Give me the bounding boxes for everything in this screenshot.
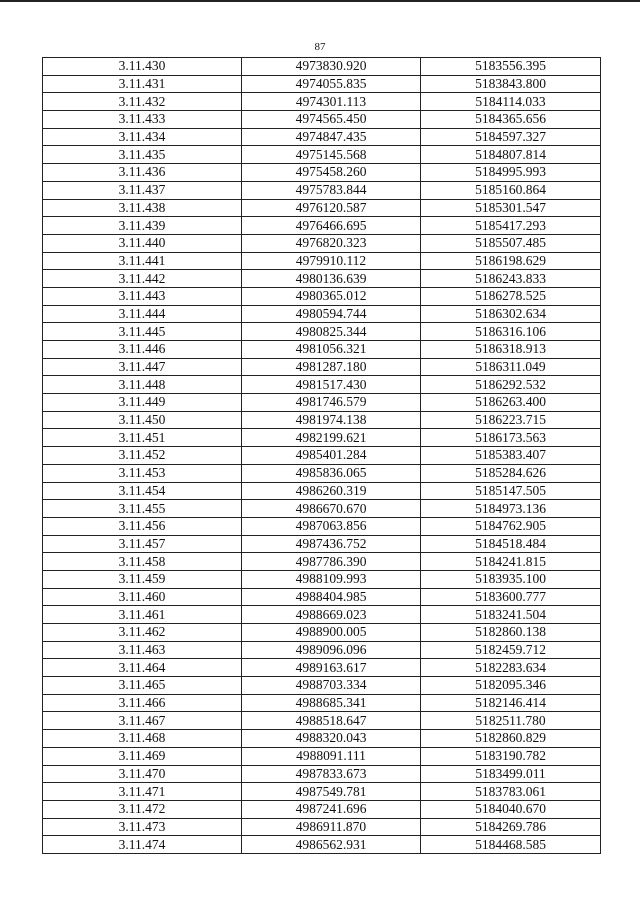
point-id-cell: 3.11.469 bbox=[43, 747, 242, 765]
table-row bbox=[43, 606, 601, 624]
y-coordinate-cell: 5182146.414 bbox=[421, 694, 601, 712]
point-id-cell: 3.11.471 bbox=[43, 783, 242, 801]
point-id-cell: 3.11.449 bbox=[43, 394, 242, 412]
x-coordinate-cell: 4980594.744 bbox=[242, 305, 421, 323]
table-row bbox=[43, 500, 601, 518]
point-id-cell: 3.11.445 bbox=[43, 323, 242, 341]
x-coordinate-cell: 4988900.005 bbox=[242, 624, 421, 642]
x-coordinate-cell: 4987549.781 bbox=[242, 783, 421, 801]
table-row bbox=[43, 93, 601, 111]
point-id-cell: 3.11.468 bbox=[43, 730, 242, 748]
table-row bbox=[43, 570, 601, 588]
table-row bbox=[43, 836, 601, 854]
y-coordinate-cell: 5184995.993 bbox=[421, 164, 601, 182]
point-id-cell: 3.11.435 bbox=[43, 146, 242, 164]
point-id-cell: 3.11.440 bbox=[43, 234, 242, 252]
x-coordinate-cell: 4987786.390 bbox=[242, 553, 421, 571]
table-row bbox=[43, 199, 601, 217]
table-row bbox=[43, 411, 601, 429]
point-id-cell: 3.11.454 bbox=[43, 482, 242, 500]
table-row bbox=[43, 783, 601, 801]
y-coordinate-cell: 5184269.786 bbox=[421, 818, 601, 836]
x-coordinate-cell: 4974847.435 bbox=[242, 128, 421, 146]
y-coordinate-cell: 5184365.656 bbox=[421, 111, 601, 129]
table-row bbox=[43, 818, 601, 836]
table-row bbox=[43, 712, 601, 730]
y-coordinate-cell: 5183600.777 bbox=[421, 588, 601, 606]
y-coordinate-cell: 5185160.864 bbox=[421, 181, 601, 199]
y-coordinate-cell: 5185284.626 bbox=[421, 464, 601, 482]
coordinates-table-body bbox=[43, 58, 601, 854]
y-coordinate-cell: 5183190.782 bbox=[421, 747, 601, 765]
y-coordinate-cell: 5186318.913 bbox=[421, 341, 601, 359]
y-coordinate-cell: 5182095.346 bbox=[421, 677, 601, 695]
table-row bbox=[43, 164, 601, 182]
table-row bbox=[43, 800, 601, 818]
point-id-cell: 3.11.461 bbox=[43, 606, 242, 624]
y-coordinate-cell: 5184807.814 bbox=[421, 146, 601, 164]
x-coordinate-cell: 4989163.617 bbox=[242, 659, 421, 677]
y-coordinate-cell: 5184241.815 bbox=[421, 553, 601, 571]
x-coordinate-cell: 4985836.065 bbox=[242, 464, 421, 482]
top-edge-rule bbox=[0, 0, 640, 2]
y-coordinate-cell: 5182860.829 bbox=[421, 730, 601, 748]
x-coordinate-cell: 4988685.341 bbox=[242, 694, 421, 712]
point-id-cell: 3.11.450 bbox=[43, 411, 242, 429]
point-id-cell: 3.11.434 bbox=[43, 128, 242, 146]
x-coordinate-cell: 4980825.344 bbox=[242, 323, 421, 341]
point-id-cell: 3.11.441 bbox=[43, 252, 242, 270]
x-coordinate-cell: 4975783.844 bbox=[242, 181, 421, 199]
table-row bbox=[43, 588, 601, 606]
y-coordinate-cell: 5184518.484 bbox=[421, 535, 601, 553]
y-coordinate-cell: 5186278.525 bbox=[421, 287, 601, 305]
point-id-cell: 3.11.438 bbox=[43, 199, 242, 217]
x-coordinate-cell: 4986562.931 bbox=[242, 836, 421, 854]
point-id-cell: 3.11.464 bbox=[43, 659, 242, 677]
point-id-cell: 3.11.439 bbox=[43, 217, 242, 235]
point-id-cell: 3.11.446 bbox=[43, 341, 242, 359]
table-row bbox=[43, 376, 601, 394]
x-coordinate-cell: 4985401.284 bbox=[242, 447, 421, 465]
x-coordinate-cell: 4989096.096 bbox=[242, 641, 421, 659]
point-id-cell: 3.11.431 bbox=[43, 75, 242, 93]
point-id-cell: 3.11.459 bbox=[43, 570, 242, 588]
y-coordinate-cell: 5183935.100 bbox=[421, 570, 601, 588]
table-row bbox=[43, 287, 601, 305]
table-row bbox=[43, 517, 601, 535]
x-coordinate-cell: 4980136.639 bbox=[242, 270, 421, 288]
y-coordinate-cell: 5182283.634 bbox=[421, 659, 601, 677]
point-id-cell: 3.11.467 bbox=[43, 712, 242, 730]
table-row bbox=[43, 341, 601, 359]
point-id-cell: 3.11.430 bbox=[43, 58, 242, 76]
page-number: 87 bbox=[314, 41, 326, 53]
y-coordinate-cell: 5184597.327 bbox=[421, 128, 601, 146]
x-coordinate-cell: 4975145.568 bbox=[242, 146, 421, 164]
y-coordinate-cell: 5183241.504 bbox=[421, 606, 601, 624]
x-coordinate-cell: 4988669.023 bbox=[242, 606, 421, 624]
table-row bbox=[43, 464, 601, 482]
x-coordinate-cell: 4979910.112 bbox=[242, 252, 421, 270]
y-coordinate-cell: 5186302.634 bbox=[421, 305, 601, 323]
table-row bbox=[43, 747, 601, 765]
point-id-cell: 3.11.453 bbox=[43, 464, 242, 482]
table-row bbox=[43, 305, 601, 323]
point-id-cell: 3.11.460 bbox=[43, 588, 242, 606]
table-row bbox=[43, 730, 601, 748]
x-coordinate-cell: 4975458.260 bbox=[242, 164, 421, 182]
x-coordinate-cell: 4976820.323 bbox=[242, 234, 421, 252]
point-id-cell: 3.11.463 bbox=[43, 641, 242, 659]
table-row bbox=[43, 270, 601, 288]
y-coordinate-cell: 5185417.293 bbox=[421, 217, 601, 235]
y-coordinate-cell: 5183843.800 bbox=[421, 75, 601, 93]
x-coordinate-cell: 4981287.180 bbox=[242, 358, 421, 376]
point-id-cell: 3.11.455 bbox=[43, 500, 242, 518]
x-coordinate-cell: 4981746.579 bbox=[242, 394, 421, 412]
point-id-cell: 3.11.470 bbox=[43, 765, 242, 783]
y-coordinate-cell: 5182459.712 bbox=[421, 641, 601, 659]
table-row bbox=[43, 447, 601, 465]
y-coordinate-cell: 5183499.011 bbox=[421, 765, 601, 783]
x-coordinate-cell: 4982199.621 bbox=[242, 429, 421, 447]
x-coordinate-cell: 4988109.993 bbox=[242, 570, 421, 588]
y-coordinate-cell: 5184040.670 bbox=[421, 800, 601, 818]
x-coordinate-cell: 4976466.695 bbox=[242, 217, 421, 235]
point-id-cell: 3.11.436 bbox=[43, 164, 242, 182]
table-row bbox=[43, 429, 601, 447]
x-coordinate-cell: 4980365.012 bbox=[242, 287, 421, 305]
y-coordinate-cell: 5183556.395 bbox=[421, 58, 601, 76]
x-coordinate-cell: 4987241.696 bbox=[242, 800, 421, 818]
point-id-cell: 3.11.457 bbox=[43, 535, 242, 553]
table-row bbox=[43, 641, 601, 659]
x-coordinate-cell: 4987063.856 bbox=[242, 517, 421, 535]
coordinates-table bbox=[42, 57, 601, 854]
x-coordinate-cell: 4988320.043 bbox=[242, 730, 421, 748]
x-coordinate-cell: 4981517.430 bbox=[242, 376, 421, 394]
x-coordinate-cell: 4974565.450 bbox=[242, 111, 421, 129]
x-coordinate-cell: 4987436.752 bbox=[242, 535, 421, 553]
x-coordinate-cell: 4973830.920 bbox=[242, 58, 421, 76]
x-coordinate-cell: 4981974.138 bbox=[242, 411, 421, 429]
x-coordinate-cell: 4976120.587 bbox=[242, 199, 421, 217]
y-coordinate-cell: 5186243.833 bbox=[421, 270, 601, 288]
y-coordinate-cell: 5186316.106 bbox=[421, 323, 601, 341]
table-row bbox=[43, 58, 601, 76]
point-id-cell: 3.11.452 bbox=[43, 447, 242, 465]
table-row bbox=[43, 111, 601, 129]
table-row bbox=[43, 217, 601, 235]
y-coordinate-cell: 5182511.780 bbox=[421, 712, 601, 730]
x-coordinate-cell: 4988703.334 bbox=[242, 677, 421, 695]
y-coordinate-cell: 5186292.532 bbox=[421, 376, 601, 394]
table-row bbox=[43, 677, 601, 695]
y-coordinate-cell: 5186311.049 bbox=[421, 358, 601, 376]
x-coordinate-cell: 4981056.321 bbox=[242, 341, 421, 359]
point-id-cell: 3.11.473 bbox=[43, 818, 242, 836]
x-coordinate-cell: 4986260.319 bbox=[242, 482, 421, 500]
y-coordinate-cell: 5186198.629 bbox=[421, 252, 601, 270]
table-row bbox=[43, 181, 601, 199]
y-coordinate-cell: 5185507.485 bbox=[421, 234, 601, 252]
table-row bbox=[43, 535, 601, 553]
table-row bbox=[43, 75, 601, 93]
point-id-cell: 3.11.443 bbox=[43, 287, 242, 305]
point-id-cell: 3.11.433 bbox=[43, 111, 242, 129]
y-coordinate-cell: 5186173.563 bbox=[421, 429, 601, 447]
point-id-cell: 3.11.448 bbox=[43, 376, 242, 394]
x-coordinate-cell: 4986670.670 bbox=[242, 500, 421, 518]
table-row bbox=[43, 394, 601, 412]
point-id-cell: 3.11.465 bbox=[43, 677, 242, 695]
y-coordinate-cell: 5184762.905 bbox=[421, 517, 601, 535]
table-row bbox=[43, 659, 601, 677]
point-id-cell: 3.11.458 bbox=[43, 553, 242, 571]
point-id-cell: 3.11.451 bbox=[43, 429, 242, 447]
table-row bbox=[43, 482, 601, 500]
x-coordinate-cell: 4988091.111 bbox=[242, 747, 421, 765]
x-coordinate-cell: 4988518.647 bbox=[242, 712, 421, 730]
point-id-cell: 3.11.444 bbox=[43, 305, 242, 323]
point-id-cell: 3.11.437 bbox=[43, 181, 242, 199]
y-coordinate-cell: 5183783.061 bbox=[421, 783, 601, 801]
point-id-cell: 3.11.466 bbox=[43, 694, 242, 712]
table-row bbox=[43, 624, 601, 642]
x-coordinate-cell: 4974055.835 bbox=[242, 75, 421, 93]
point-id-cell: 3.11.472 bbox=[43, 800, 242, 818]
table-row bbox=[43, 553, 601, 571]
x-coordinate-cell: 4974301.113 bbox=[242, 93, 421, 111]
point-id-cell: 3.11.474 bbox=[43, 836, 242, 854]
y-coordinate-cell: 5185383.407 bbox=[421, 447, 601, 465]
table-row bbox=[43, 234, 601, 252]
table-row bbox=[43, 765, 601, 783]
y-coordinate-cell: 5184973.136 bbox=[421, 500, 601, 518]
table-row bbox=[43, 146, 601, 164]
table-row bbox=[43, 358, 601, 376]
y-coordinate-cell: 5186263.400 bbox=[421, 394, 601, 412]
y-coordinate-cell: 5185147.505 bbox=[421, 482, 601, 500]
y-coordinate-cell: 5186223.715 bbox=[421, 411, 601, 429]
x-coordinate-cell: 4987833.673 bbox=[242, 765, 421, 783]
point-id-cell: 3.11.456 bbox=[43, 517, 242, 535]
point-id-cell: 3.11.447 bbox=[43, 358, 242, 376]
y-coordinate-cell: 5184468.585 bbox=[421, 836, 601, 854]
y-coordinate-cell: 5182860.138 bbox=[421, 624, 601, 642]
y-coordinate-cell: 5185301.547 bbox=[421, 199, 601, 217]
y-coordinate-cell: 5184114.033 bbox=[421, 93, 601, 111]
table-row bbox=[43, 128, 601, 146]
table-row bbox=[43, 252, 601, 270]
point-id-cell: 3.11.442 bbox=[43, 270, 242, 288]
point-id-cell: 3.11.462 bbox=[43, 624, 242, 642]
point-id-cell: 3.11.432 bbox=[43, 93, 242, 111]
x-coordinate-cell: 4986911.870 bbox=[242, 818, 421, 836]
table-row bbox=[43, 323, 601, 341]
x-coordinate-cell: 4988404.985 bbox=[242, 588, 421, 606]
table-row bbox=[43, 694, 601, 712]
